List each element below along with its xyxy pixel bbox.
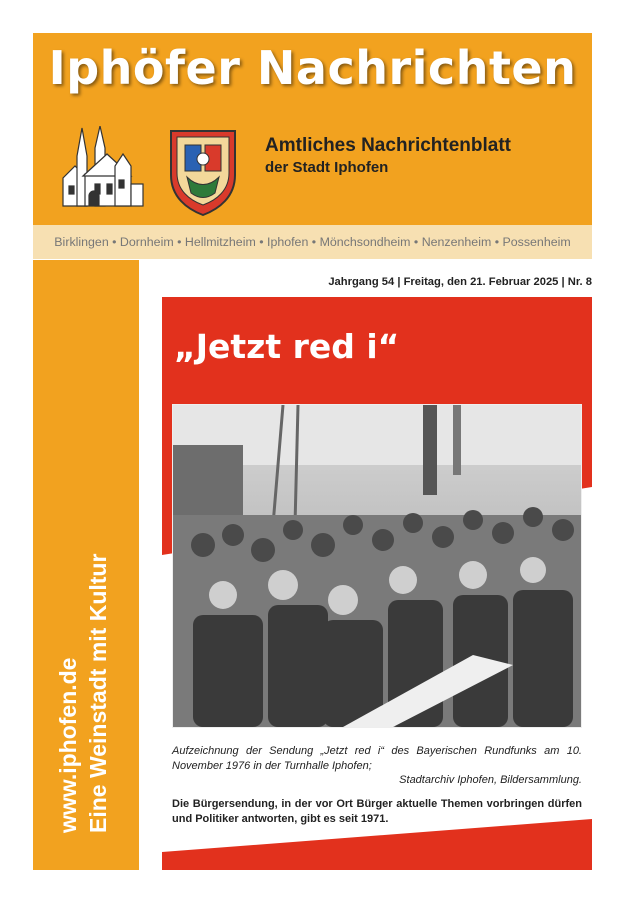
towns-list: Birklingen • Dornheim • Hellmitzheim • Iphofen • Mönchsondheim • Nenzenheim • Possenheim	[54, 235, 571, 249]
website-url[interactable]: www.iphofen.de	[55, 657, 81, 833]
towns-bar	[33, 225, 592, 259]
feature-card	[162, 297, 592, 870]
feature-headline: „Jetzt red i“	[174, 327, 400, 366]
subtitle-official: Amtliches Nachrichtenblatt	[265, 135, 511, 156]
photo-caption: Aufzeichnung der Sendung „Jetzt red i“ des Bayerischen Rundfunks am 10. November 1976 in der Turnhalle Iphofen;	[172, 745, 582, 772]
archive-photo	[172, 404, 582, 728]
photo-credit: Stadtarchiv Iphofen, Bildersammlung.	[399, 774, 582, 786]
sidebar-text	[53, 554, 113, 833]
subtitle-town: der Stadt Iphofen	[265, 159, 389, 176]
slogan: Eine Weinstadt mit Kultur	[85, 553, 111, 833]
coat-of-arms-icon	[163, 121, 243, 219]
feature-text: Die Bürgersendung, in der vor Ort Bürger aktuelle Themen vorbringen dürfen und Politiker antworten, gibt es seit 1971.	[172, 798, 582, 825]
issue-info: Jahrgang 54 | Freitag, den 21. Februar 2025 | Nr. 8	[328, 276, 592, 288]
church-illustration	[55, 126, 145, 214]
newspaper-title: Iphöfer Nachrichten	[48, 41, 577, 95]
masthead	[33, 33, 592, 225]
